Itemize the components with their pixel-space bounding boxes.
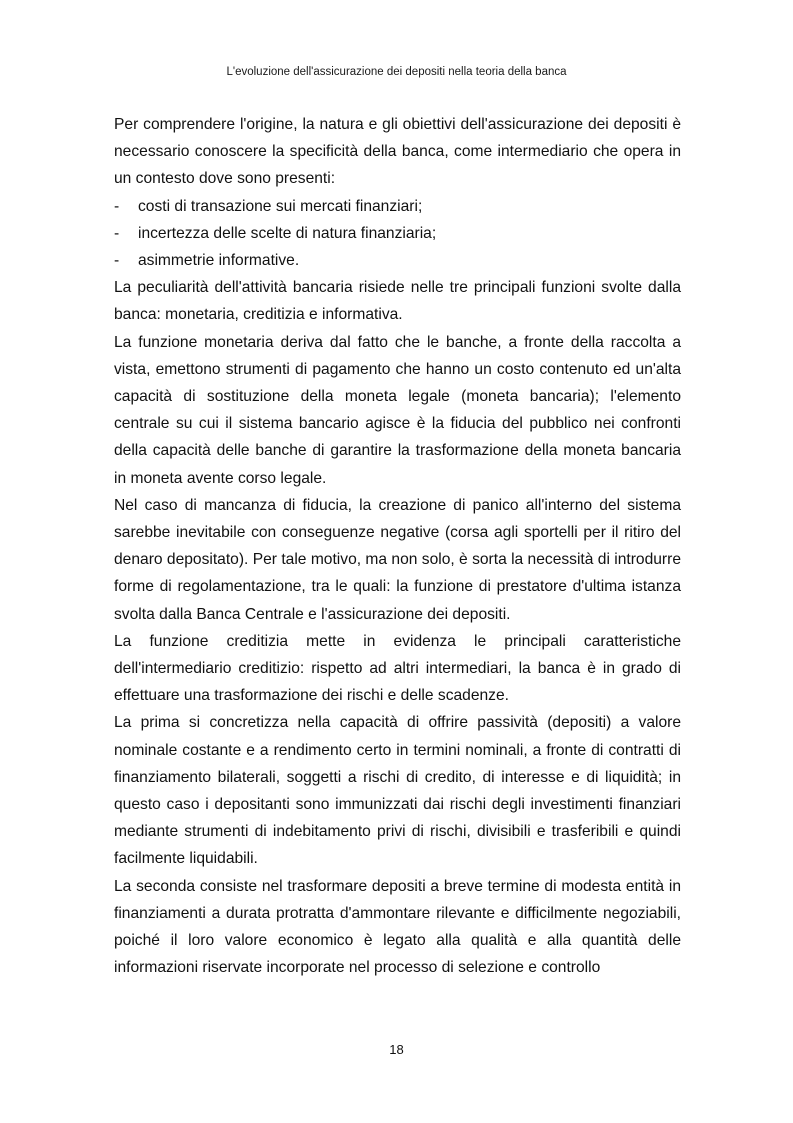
list-item-text: costi di transazione sui mercati finanziari; [138, 197, 423, 215]
paragraph: Nel caso di mancanza di fiducia, la creazione di panico all'interno del sistema sarebbe inevitabile con conseguenze negative (corsa agli sportelli per il ritiro del denaro depositato). Per tale motivo, ma non solo, è sorta la necessità di introdurre forme di regolamentazione, tra le quali: la funzione di prestatore d'ultima istanza svolta dalla Banca Centrale e l'assicurazione dei depositi. [114, 496, 681, 623]
list-dash: - [114, 224, 120, 242]
paragraph: La peculiarità dell'attività bancaria risiede nelle tre principali funzioni svolte dalla banca: monetaria, creditizia e informativa. [114, 279, 681, 324]
list-item-text: asimmetrie informative. [138, 252, 300, 270]
list-dash: - [114, 197, 120, 215]
intro-paragraph: Per comprendere l'origine, la natura e gli obiettivi dell'assicurazione dei depositi è necessario conoscere la specificità della banca, come intermediario che opera in un contesto dove sono presenti: [114, 116, 681, 188]
list-item-text: incertezza delle scelte di natura finanziaria; [138, 224, 437, 242]
list-item [114, 220, 681, 247]
list-item [114, 193, 681, 220]
paragraph: La funzione monetaria deriva dal fatto che le banche, a fronte della raccolta a vista, emettono strumenti di pagamento che hanno un costo contenuto ed un'alta capacità di sostituzione della moneta legale (moneta bancaria); l'elemento centrale su cui il sistema bancario agisce è la fiducia del pubblico nei confronti della capacità delle banche di garantire la trasformazione della moneta bancaria in moneta avente corso legale. [114, 333, 681, 487]
paragraph: La seconda consiste nel trasformare depositi a breve termine di modesta entità in finanziamenti a durata protratta d'ammontare rilevante e difficilmente negoziabili, poiché il loro valore economico è legato alla qualità e alla quantità delle informazioni riservate incorporate nel processo di selezione e controllo [114, 877, 681, 977]
document-body [114, 111, 681, 982]
list-item [114, 247, 681, 274]
list-dash: - [114, 252, 120, 270]
bullet-list [114, 193, 681, 275]
paragraph: La prima si concretizza nella capacità di offrire passività (depositi) a valore nominale costante e a rendimento certo in termini nominali, a fronte di contratti di finanziamento bilaterali, soggetti a rischi di credito, di interesse e di liquidità; in questo caso i depositanti sono immunizzati dai rischi degli investimenti finanziari mediante strumenti di indebitamento privi di rischi, divisibili e trasferibili e quindi facilmente liquidabili. [114, 714, 681, 868]
running-header: L'evoluzione dell'assicurazione dei depositi nella teoria della banca [226, 66, 567, 78]
page-number: 18 [389, 1042, 404, 1057]
paragraph: La funzione creditizia mette in evidenza le principali caratteristiche dell'intermediario creditizio: rispetto ad altri intermediari, la banca è in grado di effettuare una trasformazione dei rischi e delle scadenze. [114, 632, 681, 705]
